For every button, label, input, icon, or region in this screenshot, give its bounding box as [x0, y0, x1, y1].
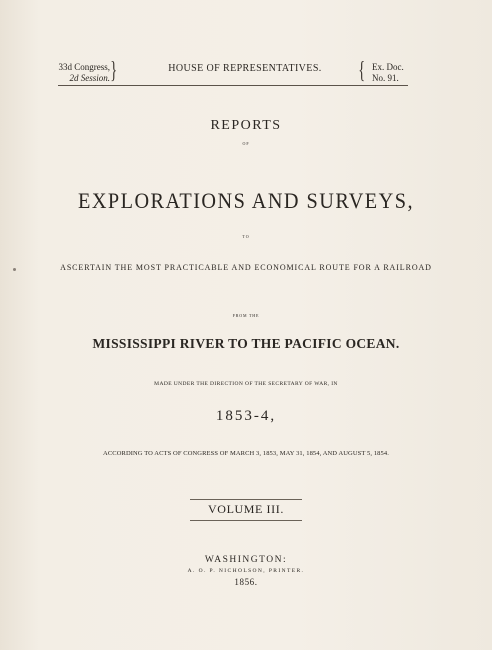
- right-brace-icon: {: [358, 58, 366, 84]
- imprint-year: 1856.: [234, 577, 258, 587]
- acts-line: ACCORDING TO ACTS OF CONGRESS OF MARCH 3, 1853, MAY 31, 1854, AND AUGUST 5, 1854.: [103, 450, 389, 457]
- imprint-printer: A. O. P. NICHOLSON, PRINTER.: [187, 568, 305, 574]
- of-connector: OF: [242, 141, 250, 146]
- route-title: MISSISSIPPI RIVER TO THE PACIFIC OCEAN.: [92, 336, 400, 351]
- left-brace-icon: }: [110, 58, 118, 84]
- to-connector: TO: [242, 234, 250, 239]
- volume-label: VOLUME III.: [208, 502, 284, 516]
- doc-number-label: No. 91.: [372, 73, 399, 83]
- session-label: 2d Session.: [69, 73, 110, 83]
- reports-heading: REPORTS: [210, 118, 282, 133]
- main-title: EXPLORATIONS AND SURVEYS,: [77, 188, 415, 213]
- survey-years: 1853-4,: [215, 408, 277, 424]
- volume-rule-top: [190, 499, 302, 500]
- document-number: [372, 62, 404, 84]
- house-heading: HOUSE OF REPRESENTATIVES.: [168, 63, 322, 74]
- purpose-line: ASCERTAIN THE MOST PRACTICABLE AND ECONOMICAL ROUTE FOR A RAILROAD: [60, 263, 432, 272]
- ex-doc-label: Ex. Doc.: [372, 62, 404, 72]
- direction-line: MADE UNDER THE DIRECTION OF THE SECRETARY OF WAR, IN: [154, 381, 338, 387]
- imprint-place: WASHINGTON:: [204, 555, 288, 565]
- volume-rule-bottom: [190, 520, 302, 521]
- from-the-connector: FROM THE: [232, 313, 260, 318]
- congress-label: 33d Congress,: [58, 62, 110, 72]
- header-rule: [58, 85, 408, 86]
- paper-speck: [13, 268, 16, 271]
- congress-session: [58, 62, 110, 84]
